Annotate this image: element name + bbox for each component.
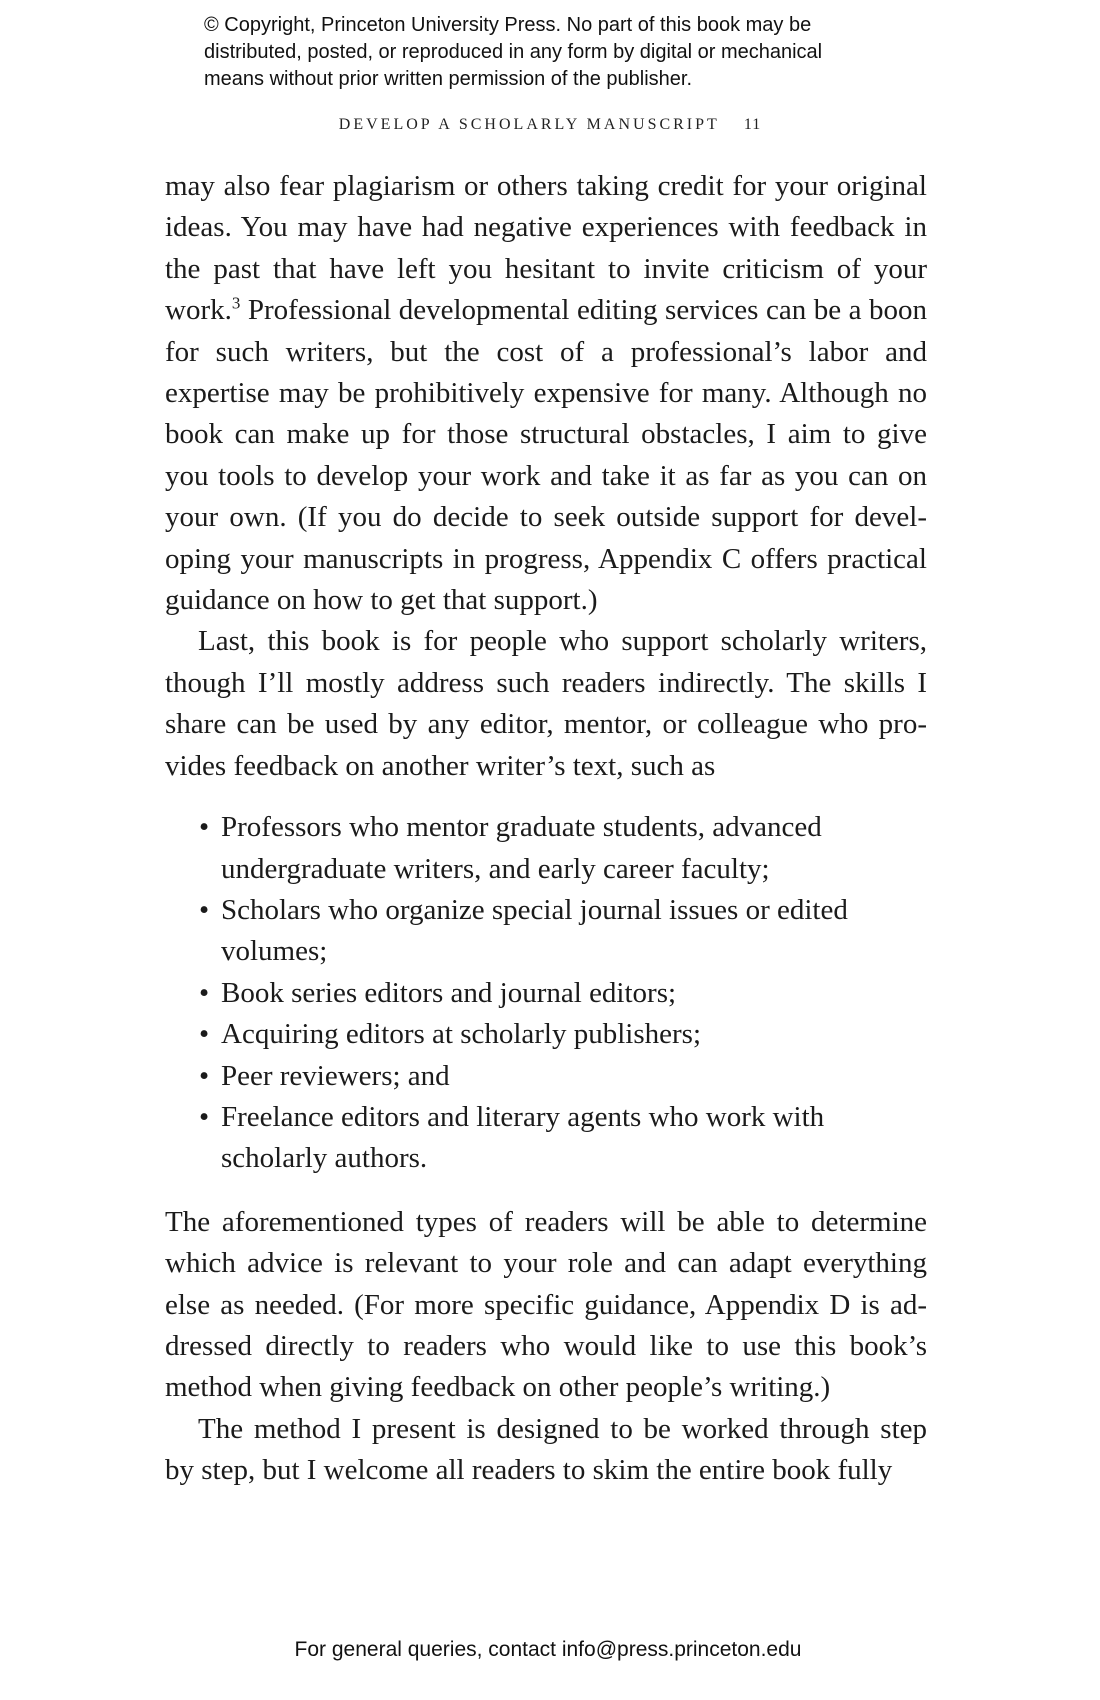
- bullet-icon: •: [199, 976, 210, 1009]
- bullet-icon: •: [199, 1018, 210, 1051]
- bullet-icon: •: [199, 1059, 210, 1092]
- copyright-line: means without prior written permission of the publisher.: [204, 68, 693, 90]
- list-item-text: Scholars who organize special journal issues or edited volumes;: [221, 893, 848, 968]
- list-item: [199, 890, 861, 973]
- paragraph-text: Professional developmental editing services can be a boon for such writers, but the cost of a professional’s labor and expertise may be prohibitively expensive for many. Although no book can make up for those structural obstacles, I aim to give you tools to develop your work and take it as far as you can on your own. (If you do decide to seek outside support for developing your manuscripts in progress, Appendix C offers practical guidance on how to get that support.): [165, 294, 927, 617]
- list-item: [199, 1014, 861, 1055]
- bullet-list: [165, 807, 861, 1180]
- copyright-line: © Copyright, Princeton University Press. No part of this book may be: [204, 14, 812, 36]
- bullet-icon: •: [199, 811, 210, 844]
- body-text: [165, 166, 927, 1492]
- list-item-text: Professors who mentor graduate students, advanced undergraduate writers, and early career faculty;: [221, 811, 822, 885]
- footer-contact: For general queries, contact info@press.princeton.edu: [294, 1638, 802, 1661]
- copyright-line: distributed, posted, or reproduced in any form by digital or mechanical: [204, 41, 823, 63]
- paragraph: [165, 166, 927, 621]
- copyright-notice: [204, 12, 924, 93]
- bullet-icon: •: [199, 1100, 210, 1133]
- footer: [0, 1638, 1100, 1662]
- running-head: [0, 116, 1100, 134]
- list-item-text: Freelance editors and literary agents who work with scholarly authors.: [221, 1100, 825, 1175]
- list-item: [199, 807, 861, 890]
- list-item-text: Peer reviewers; and: [221, 1059, 450, 1092]
- paragraph: The aforementioned types of readers will be able to determine which advice is relevant to your role and can adapt everything else as needed. (For more specific guidance, Appendix D is addressed directly to readers who would like to use this book’s method when giving feedback on other people’s writing.): [165, 1205, 927, 1404]
- list-item: [199, 1056, 861, 1097]
- list-item: [199, 973, 861, 1014]
- paragraph: The method I present is designed to be worked through step by step, but I welcome all readers to skim the entire book fully: [165, 1412, 927, 1487]
- running-head-title: DEVELOP A SCHOLARLY MANUSCRIPT: [338, 116, 720, 133]
- footnote-marker[interactable]: 3: [231, 293, 241, 313]
- list-item-text: Acquiring editors at scholarly publishers;: [221, 1018, 702, 1051]
- page-number: 11: [743, 116, 762, 133]
- bullet-icon: •: [199, 893, 210, 926]
- paragraph-text: may also fear plagiarism or others taking credit for your original ideas. You may have had negative experiences with feedback in the past that have left you hesitant to invite criticism of your work.: [165, 170, 927, 327]
- list-item-text: Book series editors and journal editors;: [221, 976, 677, 1009]
- list-item: [199, 1097, 861, 1180]
- paragraph: Last, this book is for people who support scholarly writers, though I’ll mostly address such readers indirectly. The skills I share can be used by any editor, mentor, or colleague who provides feedback on another writer’s text, such as: [165, 625, 927, 782]
